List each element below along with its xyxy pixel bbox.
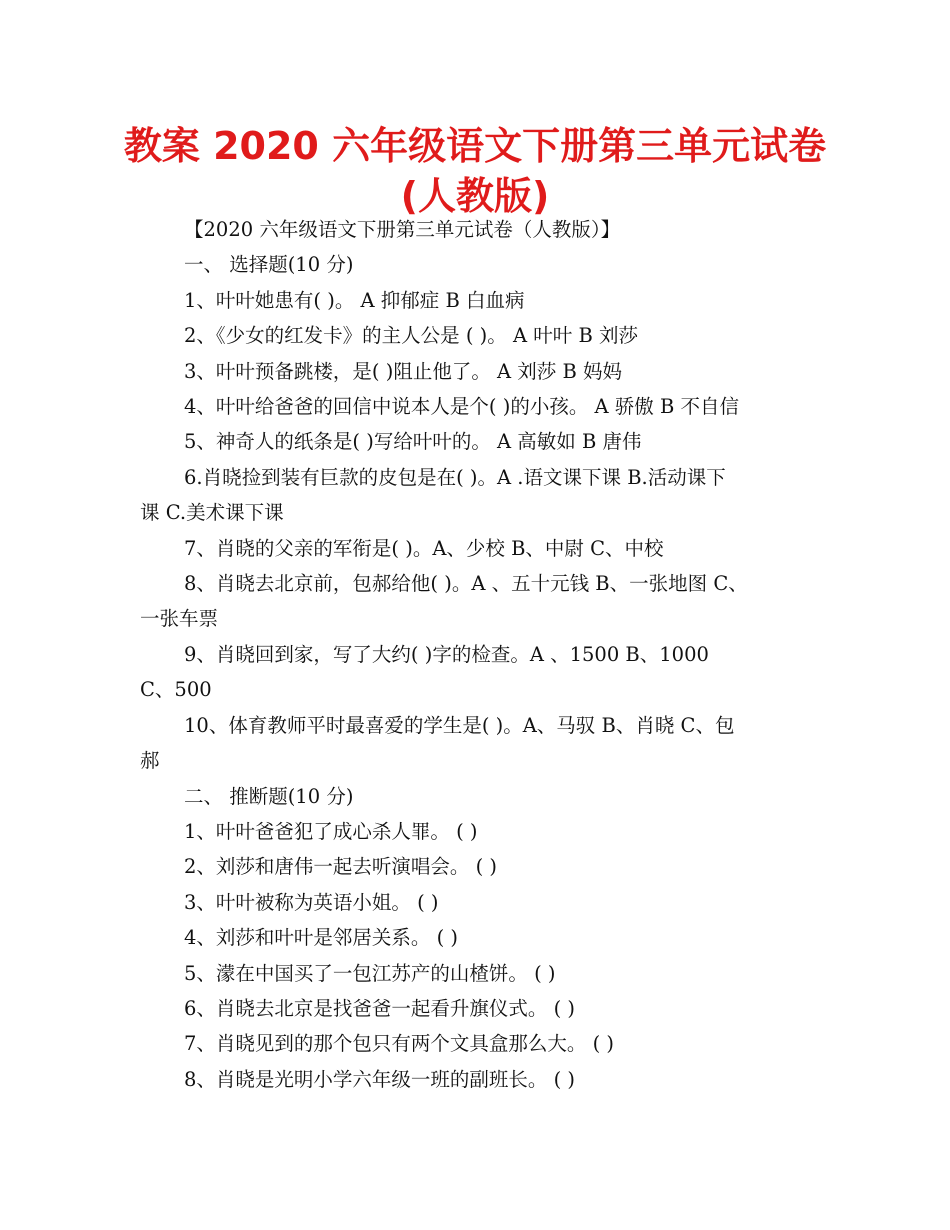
- choice-question-3: 3、叶叶预备跳楼，是( )阻止他了。 A 刘莎 B 妈妈: [184, 359, 623, 383]
- choice-question-8: 8、肖晓去北京前，包郝给他( )。A 、五十元钱 B、一张地图 C、: [184, 572, 748, 596]
- choice-question-9: 9、肖晓回到家，写了大约( )字的检查。A 、1500 B、1000: [184, 642, 709, 666]
- section2-heading: 二、 推断题(10 分): [184, 784, 354, 808]
- choice-question-6-cont: 课 C.美术课下课: [140, 501, 284, 525]
- judge-question-1: 1、叶叶爸爸犯了成心杀人罪。 ( ): [184, 819, 478, 843]
- judge-question-3: 3、叶叶被称为英语小姐。 ( ): [184, 890, 439, 914]
- choice-question-4: 4、叶叶给爸爸的回信中说本人是个( )的小孩。 A 骄傲 B 不自信: [184, 395, 740, 419]
- choice-question-5: 5、神奇人的纸条是( )写给叶叶的。 A 高敏如 B 唐伟: [184, 430, 642, 454]
- choice-question-10: 10、体育教师平时最喜爱的学生是( )。A、马驭 B、肖晓 C、包: [184, 713, 735, 737]
- judge-question-2: 2、刘莎和唐伟一起去听演唱会。 ( ): [184, 855, 498, 879]
- choice-question-8-cont: 一张车票: [140, 607, 219, 631]
- section1-heading: 一、 选择题(10 分): [184, 253, 354, 277]
- judge-question-8: 8、肖晓是光明小学六年级一班的副班长。 ( ): [184, 1067, 576, 1091]
- judge-question-5: 5、濛在中国买了一包江苏产的山楂饼。 ( ): [184, 961, 556, 985]
- choice-question-7: 7、肖晓的父亲的军衔是( )。A、少校 B、中尉 C、中校: [184, 536, 664, 560]
- choice-question-1: 1、叶叶她患有( )。 A 抑郁症 B 白血病: [184, 288, 525, 312]
- document-title-line1: 教案 2020 六年级语文下册第三单元试卷: [123, 124, 827, 168]
- judge-question-6: 6、肖晓去北京是找爸爸一起看升旗仪式。 ( ): [184, 996, 576, 1020]
- choice-question-9-cont: C、500: [140, 678, 212, 702]
- choice-question-10-cont: 郝: [140, 749, 160, 773]
- choice-question-6: 6.肖晓捡到装有巨款的皮包是在( )。A .语文课下课 B.活动课下: [184, 465, 726, 489]
- document-body: [140, 212, 812, 1097]
- document-subtitle: 【2020 六年级语文下册第三单元试卷（人教版）】: [184, 218, 621, 241]
- judge-question-7: 7、肖晓见到的那个包只有两个文具盒那么大。 ( ): [184, 1032, 615, 1056]
- judge-question-4: 4、刘莎和叶叶是邻居关系。 ( ): [184, 926, 459, 950]
- document-title-line2: (人教版): [400, 174, 550, 218]
- choice-question-2: 2、《少女的红发卡》的主人公是 ( )。 A 叶叶 B 刘莎: [184, 324, 638, 348]
